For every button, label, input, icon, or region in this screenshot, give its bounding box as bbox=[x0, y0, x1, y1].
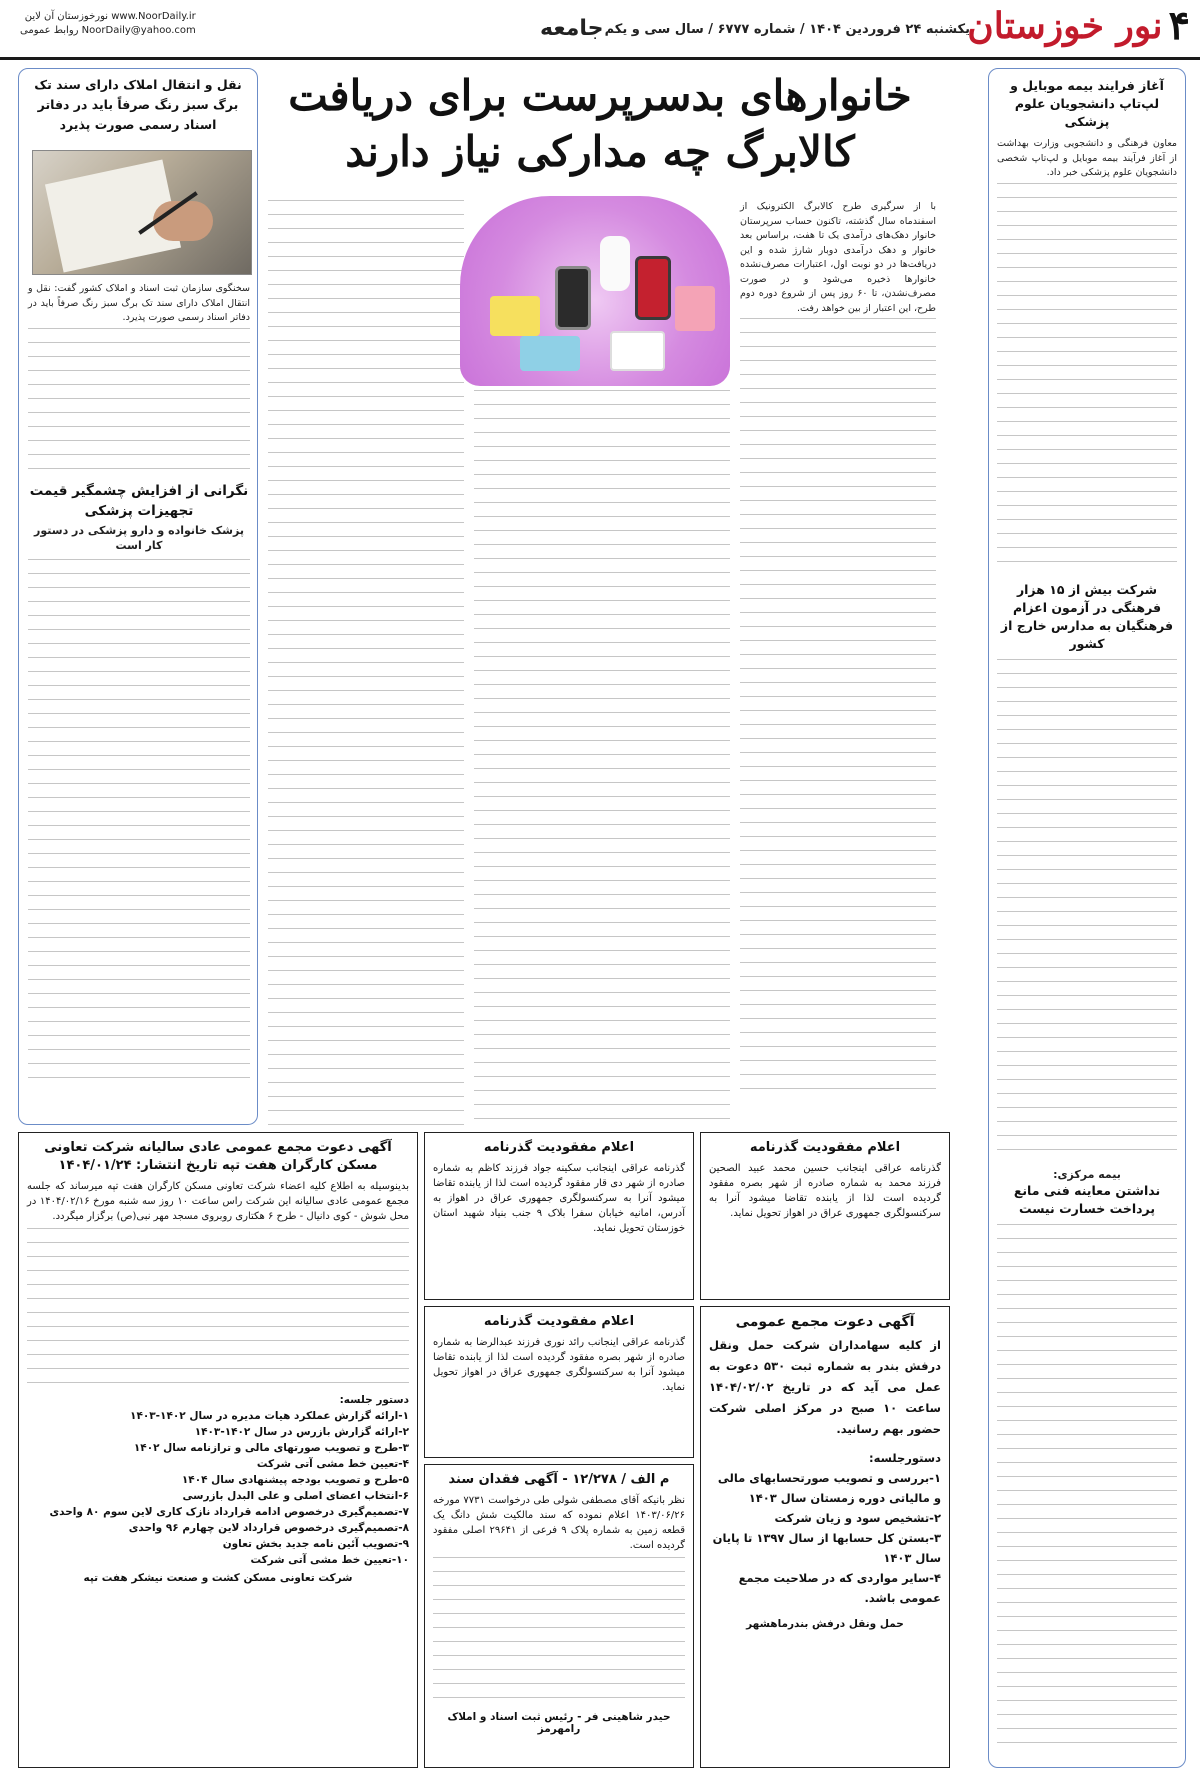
coop-agenda-item: ۷-تصمیم‌گیری درخصوص ادامه قرارداد نازک کاری لاین سوم ۸۰ واحدی bbox=[49, 1506, 409, 1518]
deed-loss-ad bbox=[424, 1464, 694, 1768]
headline-line-2: کالابرگ چه مدارکی نیاز دارند bbox=[345, 127, 855, 176]
main-headline bbox=[270, 68, 930, 180]
main-article-body-1 bbox=[740, 318, 936, 1098]
right-article3-kicker: بیمه مرکزی: bbox=[1053, 1167, 1121, 1181]
left-article2-body bbox=[28, 559, 250, 1079]
lost3-body: گذرنامه عراقی اینجانب رائد نوری فرزند عبدالرضا به شماره صادره از شهر بصره مفقود گردیده است لذا از یابنده تقاضا میشود آنرا به سرکنسولگری جمهوری عراق در اهواز تحویل نماید. bbox=[433, 1337, 685, 1393]
right-article1-title: آغاز فرایند بیمه موبایل و لپ‌تاپ دانشجویان علوم پزشکی bbox=[1010, 78, 1164, 129]
coop-agenda-item: ۱-ارائه گزارش عملکرد هیات مدیره در سال ۱۴۰۲-۱۴۰۳ bbox=[130, 1410, 409, 1422]
coop-meeting-ad bbox=[18, 1132, 418, 1768]
coop-ad-signature: شرکت تعاونی مسکن کشت و صنعت نیشکر هفت تپه bbox=[83, 1572, 353, 1584]
meeting-body: از کلیه سهامداران شرکت حمل ونقل درفش بندر به شماره ثبت ۵۳۰ دعوت به عمل می آید که در تاریخ ۱۴۰۴/۰۲/۰۲ ساعت ۱۰ صبح در مرکز اصلی شرکت حضور بهم رسانید. bbox=[709, 1338, 941, 1436]
left-article1-lead: سخنگوی سازمان ثبت اسناد و املاک کشور گفت: نقل و انتقال املاک دارای سند تک برگ سبز رنگ صرفاً باید در دفاتر اسناد رسمی صورت پذیرد. bbox=[28, 283, 250, 323]
site-info bbox=[20, 10, 196, 38]
main-article-lead: با از سرگیری طرح کالابرگ الکترونیک از اسفندماه سال گذشته، تاکنون حساب سرپرستان خانوار دهک‌های درآمدی یک تا هفت، براساس بعد خانوار و دهک درآمدی دوبار شارژ شده و این دریافت‌ها در دو نوبت اول، اعتبارات مصرف‌نشده خانوارها ذخیره می‌شود و در صورت مصرف‌نشدن، تا ۶۰ روز پس از شروع دوره دوم طرح، این اعتبار از بین خواهد رفت. bbox=[740, 201, 936, 314]
meeting-agenda-item: ۴-سایر مواردی که در صلاحیت مجمع عمومی باشد. bbox=[738, 1571, 941, 1605]
section-title: جامعه bbox=[540, 16, 604, 41]
lost1-body: گذرنامه عراقی اینجانب سکینه جواد فرزند کاظم به شماره صادره از شهر دی قار مفقود گردیده است لذا از یابنده تقاضا میشود آنرا به سرکنسولگری جمهوری عراق در اهواز به آدرس، امانیه خیابان سفرا بلاک ۹ جنب بنیاد شهید استان خوزستان تحویل نماید. bbox=[433, 1163, 686, 1234]
coop-agenda-item: ۲-ارائه گزارش بازرس در سال ۱۴۰۲-۱۴۰۳ bbox=[194, 1426, 409, 1438]
grocery-icon bbox=[675, 286, 715, 331]
coop-agenda-item: ۶-انتخاب اعضای اصلی و علی البدل بازرسی bbox=[182, 1490, 409, 1502]
pos-terminal-icon bbox=[635, 256, 671, 320]
lost-passport-ad-2 bbox=[700, 1132, 950, 1300]
coop-agenda-item: ۱۰-تعیین خط مشی آتی شرکت bbox=[250, 1554, 409, 1566]
grocery-icon bbox=[490, 296, 540, 336]
lost2-body: گذرنامه عراقی اینجانب حسین محمد عبید الصحین فرزند محمد به شماره صادره از شهر بصره مفقود گردیده است لذا از یابنده تقاضا میشود آنرا به سرکنسولگری جمهوری عراق در اهواز تحویل نماید. bbox=[709, 1163, 941, 1219]
right-article2-body bbox=[997, 659, 1177, 1159]
grocery-icon bbox=[600, 236, 630, 291]
coop-agenda bbox=[27, 1392, 409, 1568]
left-article2-subtitle: پزشک خانواده و دارو پزشکی در دستور کار است bbox=[34, 523, 244, 552]
right-article3-body bbox=[997, 1224, 1177, 1744]
main-col-right bbox=[740, 200, 936, 1125]
meeting-agenda-title: دستورجلسه: bbox=[869, 1451, 941, 1465]
article-illustration bbox=[460, 196, 730, 386]
page-number: ۴ bbox=[1168, 2, 1190, 49]
main-col-middle bbox=[474, 390, 730, 1125]
grocery-icon bbox=[610, 331, 665, 371]
lost2-title: اعلام مفقودیت گذرنامه bbox=[749, 1140, 901, 1155]
right-column bbox=[988, 68, 1186, 1768]
notary-photo bbox=[32, 150, 252, 275]
meeting-agenda-item: ۱-بررسی و تصویب صورتحسابهای مالی و مالیاتی دوره زمستان سال ۱۴۰۳ bbox=[717, 1471, 941, 1505]
coop-ad-extra bbox=[27, 1228, 409, 1388]
coop-agenda-title: دستور جلسه: bbox=[339, 1394, 409, 1406]
lost3-title: اعلام مفقودیت گذرنامه bbox=[483, 1314, 635, 1329]
main-col-left bbox=[268, 200, 464, 1125]
meeting-signature: حمل ونقل درفش بندرماهشهر bbox=[746, 1618, 904, 1630]
deed-body: نظر بانیکه آقای مصطفی شولی طی درخواست ۷۷۳۱ مورخه ۱۴۰۳/۰۶/۲۶ اعلام نموده که سند مالکیت شش دانگ یک قطعه زمین به شماره پلاک ۹ فرعی از ۲۹۶۴۱ اصلی مفقود گردیده است. bbox=[433, 1495, 685, 1551]
coop-agenda-item: ۵-طرح و تصویب بودجه پیشنهادی سال ۱۴۰۴ bbox=[181, 1474, 409, 1486]
lost1-title: اعلام مفقودیت گذرنامه bbox=[483, 1140, 635, 1155]
site-line-1: نورخوزستان آن لاین www.NoorDaily.ir bbox=[24, 11, 196, 22]
lost-passport-ad-1 bbox=[424, 1132, 694, 1300]
deed-extra bbox=[433, 1557, 685, 1707]
issue-line: یکشنبه ۲۴ فروردین ۱۴۰۴ / شماره ۶۷۷۷ / سال سی و یکم bbox=[604, 22, 970, 37]
meeting-agenda bbox=[709, 1448, 941, 1608]
right-article2-title: شرکت بیش از ۱۵ هزار فرهنگی در آزمون اعزام فرهنگیان به مدارس خارج از کشور bbox=[1000, 581, 1174, 651]
coop-agenda-item: ۸-تصمیم‌گیری درخصوص قرارداد لاین چهارم ۹۶ واحدی bbox=[128, 1522, 409, 1534]
left-article2-title: نگرانی از افزایش چشمگیر قیمت تجهیزات پزشکی bbox=[29, 482, 249, 519]
right-article1-lead: معاون فرهنگی و دانشجویی وزارت بهداشت از آغاز فرآیند بیمه موبایل و لپ‌تاپ شخصی دانشجویان علوم پزشکی خبر داد. bbox=[997, 138, 1177, 178]
shareholder-meeting-ad bbox=[700, 1306, 950, 1768]
coop-agenda-item: ۴-تعیین خط مشی آتی شرکت bbox=[256, 1458, 409, 1470]
coop-agenda-item: ۹-تصویب آئین نامه جدید بخش تعاون bbox=[222, 1538, 409, 1550]
grocery-icon bbox=[520, 336, 580, 371]
right-article3-title: نداشتن معاینه فنی مانع پرداخت خسارت نیست bbox=[1013, 1182, 1161, 1216]
masthead bbox=[0, 0, 1200, 60]
left-article1-body bbox=[28, 328, 250, 473]
meeting-title: آگهی دعوت مجمع عمومی bbox=[735, 1314, 915, 1330]
coop-ad-body: بدینوسیله به اطلاع کلیه اعضاء شرکت تعاونی مسکن کارگران هفت تپه میرساند که جلسه مجمع عمومی عادی سالیانه این شرکت راس ساعت ۱۰ روز سه شنبه مورخ ۱۴۰۴/۰۲/۱۶ در محل شوش - کوی دانیال - طرح ۶ هکتاری روبروی مسجد مهر نبی(ص) برگزار میگردد. bbox=[27, 1181, 409, 1222]
coop-ad-title: آگهی دعوت مجمع عمومی عادی سالیانه شرکت تعاونی مسکن کارگران هفت تپه تاریخ انتشار: ۱۴۰۴/۰۱/۲۴ bbox=[44, 1140, 392, 1173]
hand bbox=[153, 201, 213, 241]
newspaper-logo: نور خوزستان bbox=[967, 4, 1163, 47]
main-article-body-3 bbox=[268, 200, 464, 1125]
meeting-agenda-item: ۳-بستن کل حسابها از سال ۱۳۹۷ تا پایان سال ۱۴۰۳ bbox=[712, 1531, 941, 1565]
left-article1-title: نقل و انتقال املاک دارای سند تک برگ سبز رنگ صرفاً باید در دفاتر اسناد رسمی صورت پذیرد bbox=[34, 77, 242, 132]
deed-title: م الف / ۱۲/۲۷۸ - آگهی فقدان سند bbox=[448, 1472, 670, 1487]
site-line-2: روابط عمومی NoorDaily@yahoo.com bbox=[20, 25, 196, 36]
right-article1-body bbox=[997, 183, 1177, 573]
pos-terminal-icon bbox=[555, 266, 591, 330]
headline-line-1: خانوارهای بدسرپرست برای دریافت bbox=[288, 71, 912, 120]
lost-passport-ad-3 bbox=[424, 1306, 694, 1458]
deed-signature: حیدر شاهینی فر - رئیس ثبت اسناد و املاک رامهرمز bbox=[447, 1711, 671, 1735]
meeting-agenda-item: ۲-تشخیص سود و زیان شرکت bbox=[774, 1511, 941, 1525]
coop-agenda-item: ۳-طرح و تصویب صورتهای مالی و ترازنامه سال ۱۴۰۲ bbox=[133, 1442, 409, 1454]
left-article1-content bbox=[28, 282, 250, 1079]
brand bbox=[967, 2, 1190, 49]
main-article-body-2 bbox=[474, 390, 730, 1125]
